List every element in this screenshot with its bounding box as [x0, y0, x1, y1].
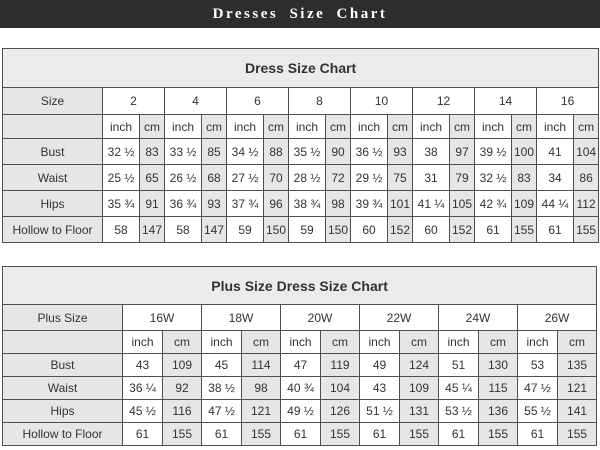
- table-row: [3, 354, 597, 377]
- unit-cm-cell: cm: [202, 115, 227, 139]
- value-cm-cell: 155: [400, 423, 439, 446]
- table-row: [3, 88, 599, 115]
- unit-cm-cell: cm: [400, 331, 439, 354]
- value-inch-cell: 45 ½: [123, 400, 163, 423]
- unit-inch-cell: inch: [281, 331, 321, 354]
- value-inch-cell: 49 ½: [281, 400, 321, 423]
- size-cell: 6: [227, 88, 289, 115]
- value-inch-cell: 33 ½: [165, 139, 202, 165]
- size-cell: 26W: [518, 305, 597, 331]
- value-cm-cell: 130: [479, 354, 518, 377]
- value-inch-cell: 25 ½: [103, 165, 140, 191]
- size-header-label: Size: [3, 88, 103, 115]
- value-cm-cell: 100: [512, 139, 537, 165]
- value-cm-cell: 147: [202, 217, 227, 243]
- value-cm-cell: 98: [326, 191, 351, 217]
- value-cm-cell: 109: [163, 354, 202, 377]
- size-cell: 20W: [281, 305, 360, 331]
- value-inch-cell: 31: [413, 165, 450, 191]
- measurement-label-cell: Hollow to Floor: [3, 217, 103, 243]
- value-inch-cell: 61: [537, 217, 574, 243]
- value-cm-cell: 155: [321, 423, 360, 446]
- value-cm-cell: 150: [326, 217, 351, 243]
- value-inch-cell: 59: [227, 217, 264, 243]
- value-inch-cell: 43: [360, 377, 400, 400]
- measurement-label-cell: Hips: [3, 400, 123, 423]
- value-cm-cell: 131: [400, 400, 439, 423]
- value-inch-cell: 39 ¾: [351, 191, 388, 217]
- size-cell: 14: [475, 88, 537, 115]
- value-inch-cell: 28 ½: [289, 165, 326, 191]
- value-inch-cell: 58: [165, 217, 202, 243]
- table-title: Dress Size Chart: [3, 49, 599, 88]
- value-inch-cell: 41: [537, 139, 574, 165]
- unit-inch-cell: inch: [439, 331, 479, 354]
- value-cm-cell: 93: [388, 139, 413, 165]
- value-cm-cell: 119: [321, 354, 360, 377]
- value-cm-cell: 121: [558, 377, 597, 400]
- value-inch-cell: 61: [439, 423, 479, 446]
- value-cm-cell: 83: [512, 165, 537, 191]
- value-inch-cell: 49: [360, 354, 400, 377]
- unit-inch-cell: inch: [289, 115, 326, 139]
- value-inch-cell: 38 ¾: [289, 191, 326, 217]
- value-inch-cell: 32 ½: [475, 165, 512, 191]
- value-inch-cell: 47 ½: [202, 400, 242, 423]
- measurement-label-cell: Hollow to Floor: [3, 423, 123, 446]
- value-inch-cell: 27 ½: [227, 165, 264, 191]
- value-inch-cell: 60: [351, 217, 388, 243]
- value-cm-cell: 109: [400, 377, 439, 400]
- value-cm-cell: 152: [388, 217, 413, 243]
- value-inch-cell: 51: [439, 354, 479, 377]
- value-cm-cell: 97: [450, 139, 475, 165]
- value-inch-cell: 61: [281, 423, 321, 446]
- unit-inch-cell: inch: [537, 115, 574, 139]
- value-inch-cell: 34: [537, 165, 574, 191]
- value-cm-cell: 116: [163, 400, 202, 423]
- value-inch-cell: 32 ½: [103, 139, 140, 165]
- value-cm-cell: 155: [512, 217, 537, 243]
- measurement-label-cell: Hips: [3, 191, 103, 217]
- value-inch-cell: 34 ½: [227, 139, 264, 165]
- value-cm-cell: 121: [242, 400, 281, 423]
- size-cell: 12: [413, 88, 475, 115]
- value-inch-cell: 38: [413, 139, 450, 165]
- value-inch-cell: 59: [289, 217, 326, 243]
- measurement-label-cell: Bust: [3, 139, 103, 165]
- value-inch-cell: 61: [475, 217, 512, 243]
- value-cm-cell: 155: [574, 217, 599, 243]
- value-inch-cell: 41 ¼: [413, 191, 450, 217]
- table-row: [3, 191, 599, 217]
- table-row: [3, 423, 597, 446]
- size-cell: 24W: [439, 305, 518, 331]
- value-cm-cell: 92: [163, 377, 202, 400]
- table-row: [3, 217, 599, 243]
- value-cm-cell: 101: [388, 191, 413, 217]
- unit-inch-cell: inch: [202, 331, 242, 354]
- value-cm-cell: 155: [163, 423, 202, 446]
- unit-inch-cell: inch: [475, 115, 512, 139]
- value-inch-cell: 36 ¾: [165, 191, 202, 217]
- unit-cm-cell: cm: [479, 331, 518, 354]
- value-cm-cell: 126: [321, 400, 360, 423]
- size-cell: 16W: [123, 305, 202, 331]
- unit-row-spacer-cell: [3, 331, 123, 354]
- value-cm-cell: 83: [140, 139, 165, 165]
- value-inch-cell: 44 ¼: [537, 191, 574, 217]
- size-cell: 4: [165, 88, 227, 115]
- unit-cm-cell: cm: [140, 115, 165, 139]
- value-inch-cell: 47 ½: [518, 377, 558, 400]
- value-cm-cell: 104: [321, 377, 360, 400]
- value-cm-cell: 72: [326, 165, 351, 191]
- value-inch-cell: 60: [413, 217, 450, 243]
- table-row: [3, 400, 597, 423]
- value-cm-cell: 70: [264, 165, 289, 191]
- unit-cm-cell: cm: [321, 331, 360, 354]
- unit-cm-cell: cm: [163, 331, 202, 354]
- value-cm-cell: 91: [140, 191, 165, 217]
- value-cm-cell: 68: [202, 165, 227, 191]
- unit-cm-cell: cm: [264, 115, 289, 139]
- size-header-label: Plus Size: [3, 305, 123, 331]
- value-inch-cell: 45: [202, 354, 242, 377]
- value-inch-cell: 61: [360, 423, 400, 446]
- table-title: Plus Size Dress Size Chart: [3, 267, 597, 305]
- unit-row-spacer-cell: [3, 115, 103, 139]
- unit-inch-cell: inch: [123, 331, 163, 354]
- value-cm-cell: 85: [202, 139, 227, 165]
- value-inch-cell: 42 ¾: [475, 191, 512, 217]
- value-cm-cell: 147: [140, 217, 165, 243]
- table-row: [3, 377, 597, 400]
- measurement-label-cell: Waist: [3, 377, 123, 400]
- value-cm-cell: 90: [326, 139, 351, 165]
- value-cm-cell: 135: [558, 354, 597, 377]
- dress-size-chart-table: [2, 48, 599, 243]
- value-inch-cell: 61: [123, 423, 163, 446]
- value-inch-cell: 47: [281, 354, 321, 377]
- unit-inch-cell: inch: [518, 331, 558, 354]
- unit-cm-cell: cm: [574, 115, 599, 139]
- table-row: [3, 305, 597, 331]
- value-inch-cell: 38 ½: [202, 377, 242, 400]
- value-cm-cell: 152: [450, 217, 475, 243]
- unit-inch-cell: inch: [227, 115, 264, 139]
- measurement-label-cell: Bust: [3, 354, 123, 377]
- value-inch-cell: 40 ¾: [281, 377, 321, 400]
- table-row: [3, 267, 597, 305]
- value-cm-cell: 109: [512, 191, 537, 217]
- table-row: [3, 165, 599, 191]
- size-cell: 18W: [202, 305, 281, 331]
- value-inch-cell: 43: [123, 354, 163, 377]
- value-inch-cell: 45 ¼: [439, 377, 479, 400]
- unit-inch-cell: inch: [413, 115, 450, 139]
- size-cell: 2: [103, 88, 165, 115]
- size-charts-container: [0, 48, 600, 446]
- value-cm-cell: 93: [202, 191, 227, 217]
- plus-size-dress-size-chart-table: [2, 266, 597, 446]
- unit-cm-cell: cm: [512, 115, 537, 139]
- unit-inch-cell: inch: [351, 115, 388, 139]
- page-header-bar: [0, 0, 600, 28]
- value-inch-cell: 61: [202, 423, 242, 446]
- value-inch-cell: 26 ½: [165, 165, 202, 191]
- value-cm-cell: 124: [400, 354, 439, 377]
- page-title: Dresses Size Chart: [212, 5, 388, 22]
- value-cm-cell: 104: [574, 139, 599, 165]
- unit-cm-cell: cm: [558, 331, 597, 354]
- value-cm-cell: 114: [242, 354, 281, 377]
- value-cm-cell: 150: [264, 217, 289, 243]
- table-row: [3, 49, 599, 88]
- table-row: [3, 139, 599, 165]
- value-cm-cell: 136: [479, 400, 518, 423]
- unit-inch-cell: inch: [360, 331, 400, 354]
- size-cell: 10: [351, 88, 413, 115]
- value-inch-cell: 55 ½: [518, 400, 558, 423]
- value-inch-cell: 36 ¼: [123, 377, 163, 400]
- value-cm-cell: 112: [574, 191, 599, 217]
- table-row: [3, 115, 599, 139]
- unit-cm-cell: cm: [450, 115, 475, 139]
- value-cm-cell: 115: [479, 377, 518, 400]
- value-cm-cell: 79: [450, 165, 475, 191]
- value-cm-cell: 105: [450, 191, 475, 217]
- size-cell: 22W: [360, 305, 439, 331]
- value-inch-cell: 35 ½: [289, 139, 326, 165]
- measurement-label-cell: Waist: [3, 165, 103, 191]
- value-cm-cell: 86: [574, 165, 599, 191]
- value-inch-cell: 37 ¾: [227, 191, 264, 217]
- value-cm-cell: 98: [242, 377, 281, 400]
- value-cm-cell: 155: [242, 423, 281, 446]
- value-inch-cell: 53: [518, 354, 558, 377]
- value-cm-cell: 141: [558, 400, 597, 423]
- unit-cm-cell: cm: [326, 115, 351, 139]
- value-cm-cell: 75: [388, 165, 413, 191]
- value-inch-cell: 61: [518, 423, 558, 446]
- size-cell: 8: [289, 88, 351, 115]
- unit-inch-cell: inch: [165, 115, 202, 139]
- unit-cm-cell: cm: [388, 115, 413, 139]
- table-row: [3, 331, 597, 354]
- size-cell: 16: [537, 88, 599, 115]
- value-inch-cell: 35 ¾: [103, 191, 140, 217]
- value-inch-cell: 51 ½: [360, 400, 400, 423]
- value-inch-cell: 29 ½: [351, 165, 388, 191]
- value-inch-cell: 58: [103, 217, 140, 243]
- value-cm-cell: 88: [264, 139, 289, 165]
- value-inch-cell: 53 ½: [439, 400, 479, 423]
- unit-cm-cell: cm: [242, 331, 281, 354]
- value-cm-cell: 65: [140, 165, 165, 191]
- value-inch-cell: 36 ½: [351, 139, 388, 165]
- value-cm-cell: 155: [558, 423, 597, 446]
- value-cm-cell: 96: [264, 191, 289, 217]
- value-cm-cell: 155: [479, 423, 518, 446]
- unit-inch-cell: inch: [103, 115, 140, 139]
- value-inch-cell: 39 ½: [475, 139, 512, 165]
